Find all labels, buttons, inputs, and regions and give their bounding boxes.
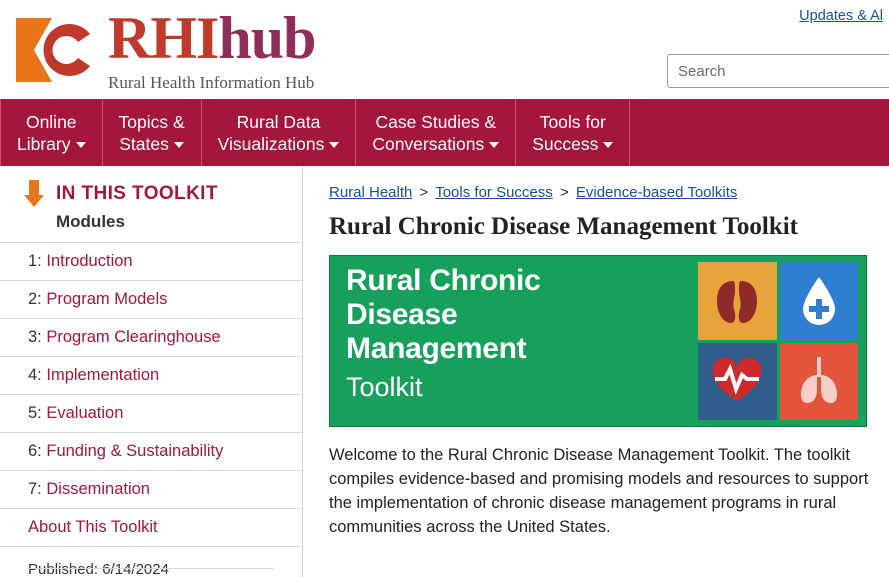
nav-label-line1: Topics & [118, 111, 185, 132]
modules-list [0, 242, 302, 546]
logo-subtitle: Rural Health Information Hub [108, 73, 315, 92]
sidebar-item-dissemination[interactable] [0, 470, 302, 508]
module-label: Evaluation [46, 404, 124, 422]
sidebar-item-program-models[interactable] [0, 280, 302, 318]
updates-and-alerts-link[interactable]: Updates & Al [799, 8, 883, 24]
module-label: Program Models [46, 290, 168, 308]
logo-hub-text: hub [218, 5, 316, 71]
chevron-down-icon [329, 142, 339, 148]
banner-line-3: Management [346, 332, 527, 365]
intro-paragraph: Welcome to the Rural Chronic Disease Management Toolkit. The toolkit compiles evidence-based and promising models and resources to support the implementation of chronic disease management programs in rural communities across the United States. [329, 446, 869, 536]
banner-icon-grid [698, 262, 858, 420]
banner-text-block [346, 264, 540, 404]
lungs-icon [780, 343, 859, 421]
breadcrumb-link-evidence-based-toolkits[interactable]: Evidence-based Toolkits [575, 184, 738, 201]
toolkit-banner-image [329, 255, 867, 427]
breadcrumb-link-rural-health[interactable]: Rural Health [329, 184, 413, 201]
sidebar-item-program-clearinghouse[interactable] [0, 318, 302, 356]
nav-item-tools-for-success[interactable] [516, 99, 630, 166]
sidebar-item-introduction[interactable] [0, 242, 302, 280]
main-column [303, 166, 889, 577]
toolkit-sidebar [0, 166, 303, 577]
nav-item-case-studies-conversations[interactable] [356, 99, 516, 166]
logo-rhi-text: RHI [108, 5, 219, 71]
sidebar-divider [28, 568, 274, 569]
nav-label-line2: Conversations [372, 133, 499, 155]
breadcrumb-separator: > [419, 184, 429, 201]
module-number: 6: [28, 442, 42, 460]
banner-line-1: Rural Chronic [346, 264, 541, 297]
site-logo[interactable] [12, 6, 372, 92]
module-label: Funding & Sustainability [46, 442, 224, 460]
breadcrumb-link-tools-for-success[interactable]: Tools for Success [435, 184, 553, 201]
modules-label: Modules [56, 212, 125, 231]
module-number: 4: [28, 366, 42, 384]
logo-wordmark [108, 5, 316, 71]
chevron-down-icon [76, 142, 86, 148]
down-arrow-icon [24, 180, 44, 208]
nav-label-line1: Online [25, 111, 77, 132]
toolkit-heading: IN THIS TOOLKIT [56, 183, 218, 204]
module-label: Program Clearinghouse [46, 328, 221, 346]
sidebar-item-funding-sustainability[interactable] [0, 432, 302, 470]
banner-line-2: Disease [346, 298, 458, 331]
nav-label-line1: Tools for [539, 111, 606, 132]
about-toolkit-label: About This Toolkit [28, 518, 158, 536]
sidebar-item-implementation[interactable] [0, 356, 302, 394]
heart-pulse-icon [698, 343, 777, 421]
page-title: Rural Chronic Disease Management Toolkit [329, 213, 798, 240]
chevron-down-icon [603, 142, 613, 148]
module-number: 1: [28, 252, 42, 270]
page-content [0, 166, 889, 577]
nav-item-topics-states[interactable] [103, 99, 202, 166]
banner-subtitle: Toolkit [346, 372, 423, 402]
module-label: Dissemination [46, 480, 150, 498]
module-label: Implementation [46, 366, 160, 384]
nav-label-line1: Rural Data [236, 111, 321, 132]
sidebar-item-about-this-toolkit[interactable] [0, 508, 302, 546]
site-header [0, 0, 889, 99]
search-input[interactable] [667, 54, 889, 88]
kidney-icon [698, 262, 777, 340]
nav-label-line2: Visualizations [218, 133, 340, 155]
nav-label-line2: Success [532, 133, 613, 155]
module-number: 2: [28, 290, 42, 308]
module-number: 7: [28, 480, 42, 498]
nav-label-line2: Library [17, 133, 86, 155]
chevron-down-icon [174, 142, 184, 148]
module-number: 3: [28, 328, 42, 346]
water-drop-icon [780, 262, 859, 340]
published-date: Published: 6/14/2024 [0, 546, 302, 577]
module-number: 5: [28, 404, 42, 422]
breadcrumb-separator: > [559, 184, 569, 201]
nav-item-online-library[interactable] [0, 99, 103, 166]
nav-item-rural-data-visualizations[interactable] [202, 99, 357, 166]
sidebar-item-evaluation[interactable] [0, 394, 302, 432]
main-navigation [0, 99, 889, 166]
module-label: Introduction [46, 252, 133, 270]
breadcrumb [329, 184, 869, 201]
toolkit-heading-row [0, 166, 302, 208]
nav-label-line1: Case Studies & [375, 111, 497, 132]
rhihub-logo-mark [12, 14, 100, 86]
nav-label-line2: States [119, 133, 184, 155]
chevron-down-icon [489, 142, 499, 148]
